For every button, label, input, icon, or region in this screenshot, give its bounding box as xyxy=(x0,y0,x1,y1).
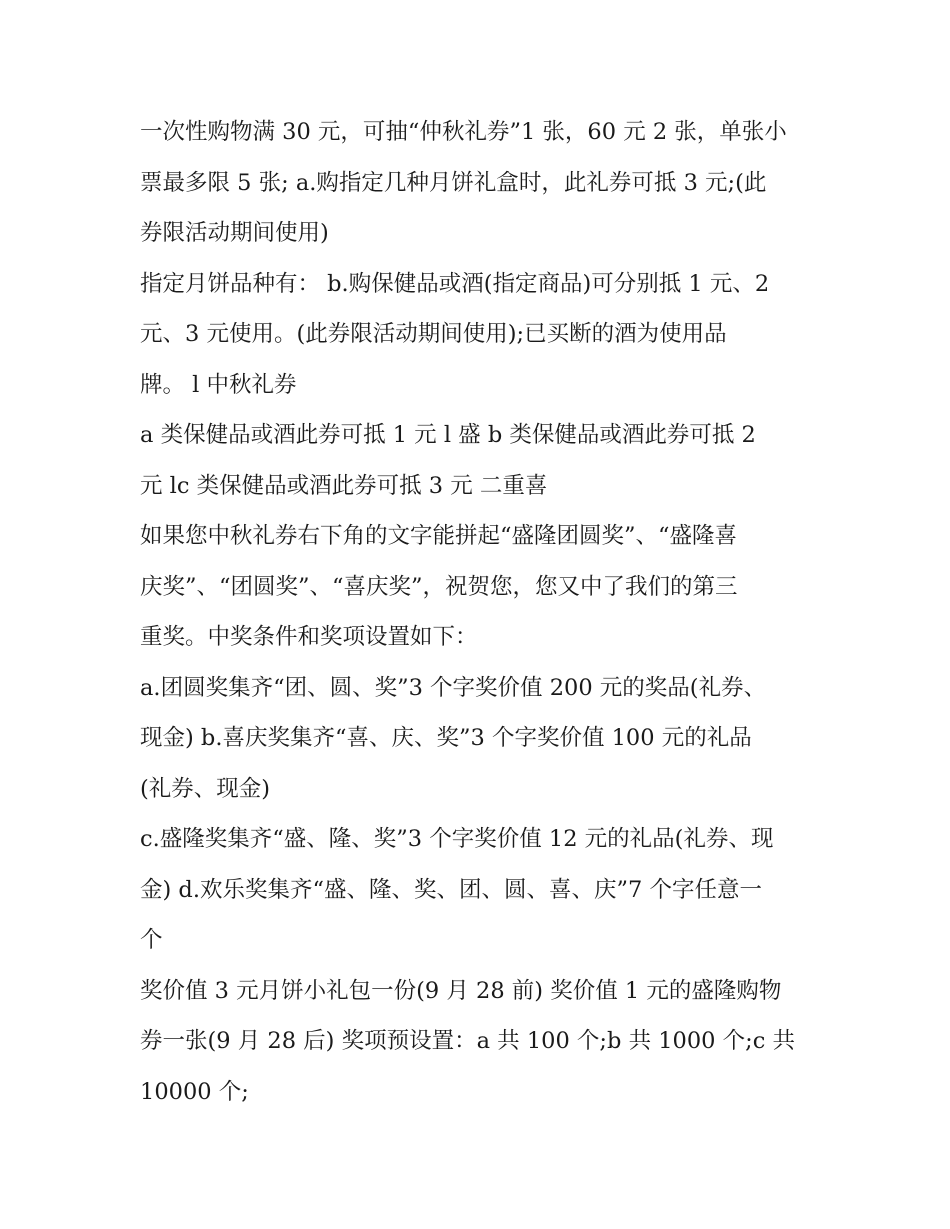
text-line: 券一张(9 月 28 后) 奖项预设置：a 共 100 个;b 共 1000 个;c 共 xyxy=(140,1028,795,1054)
text-line: 金) d.欢乐奖集齐“盛、隆、奖、团、圆、喜、庆”7 个字任意一 xyxy=(140,876,762,903)
text-line: 一次性购物满 30 元，可抽“仲秋礼券”1 张，60 元 2 张，单张小 xyxy=(140,119,787,145)
text-line: 奖价值 3 元月饼小礼包一份(9 月 28 前) 奖价值 1 元的盛隆购物 xyxy=(140,977,782,1004)
text-line: 元 lc 类保健品或酒此券可抵 3 元 二重喜 xyxy=(140,472,548,499)
text-line: 如果您中秋礼券右下角的文字能拼起“盛隆团圆奖”、“盛隆喜 xyxy=(140,523,738,549)
text-line: 庆奖”、“团圆奖”、“喜庆奖”，祝贺您，您又中了我们的第三 xyxy=(140,573,738,600)
document-body xyxy=(140,107,820,1117)
text-line: 10000 个; xyxy=(140,1078,249,1105)
text-line: 指定月饼品种有： b.购保健品或酒(指定商品)可分别抵 1 元、2 xyxy=(140,270,770,297)
text-line: (礼券、现金) xyxy=(140,775,271,802)
text-line: 重奖。中奖条件和奖项设置如下： xyxy=(140,624,478,650)
text-line: 牌。 l 中秋礼券 xyxy=(140,371,297,398)
text-line: 券限活动期间使用) xyxy=(140,220,329,246)
text-line: 现金) b.喜庆奖集齐“喜、庆、奖”3 个字奖价值 100 元的礼品 xyxy=(140,725,752,751)
text-line: 个 xyxy=(140,927,163,953)
text-line: c.盛隆奖集齐“盛、隆、奖”3 个字奖价值 12 元的礼品(礼券、现 xyxy=(140,826,774,852)
text-line: a 类保健品或酒此券可抵 1 元 l 盛 b 类保健品或酒此券可抵 2 xyxy=(140,422,756,448)
text-line: 元、3 元使用。(此券限活动期间使用);已买断的酒为使用品 xyxy=(140,321,727,347)
text-line: a.团圆奖集齐“团、圆、奖”3 个字奖价值 200 元的奖品(礼券、 xyxy=(140,674,767,701)
text-line: 票最多限 5 张; a.购指定几种月饼礼盒时，此礼券可抵 3 元;(此 xyxy=(140,169,767,196)
